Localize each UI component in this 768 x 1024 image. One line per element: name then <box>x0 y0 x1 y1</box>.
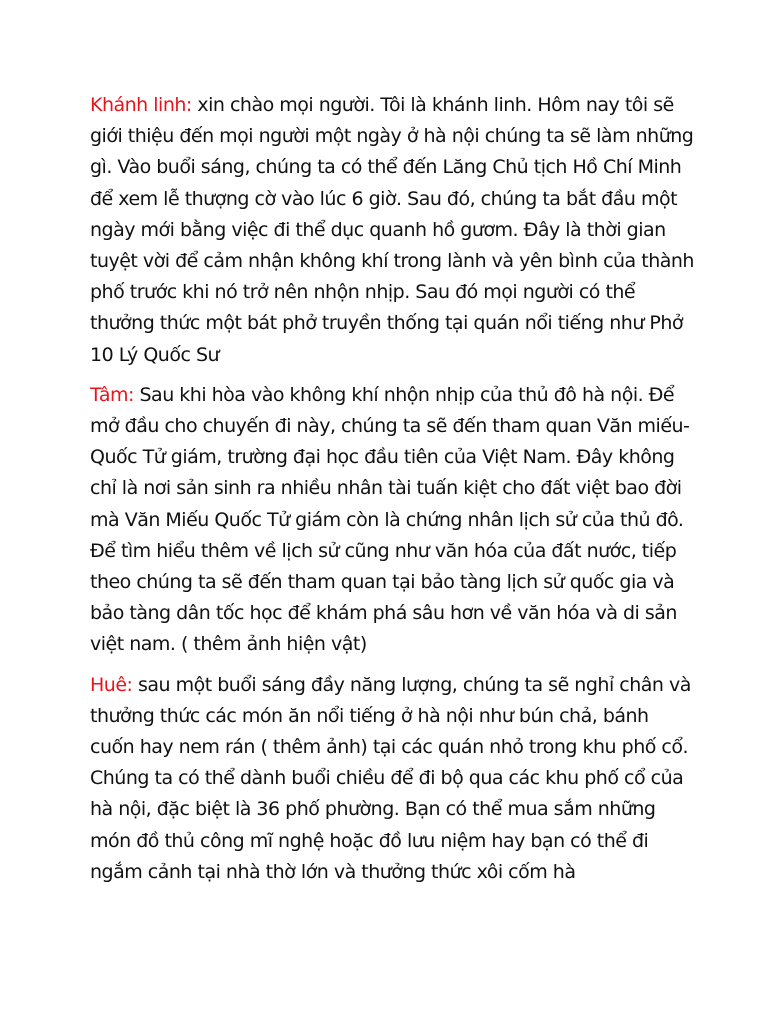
speaker-label-hue: Huê: <box>90 673 133 696</box>
document-page <box>90 90 696 888</box>
paragraph-hue <box>90 670 696 888</box>
paragraph-text-tam: Sau khi hòa vào không khí nhộn nhịp của thủ đô hà nội. Để mở đầu cho chuyến đi này, chúng ta sẽ đến tham quan Văn miếu- Quốc Tử giám, trường đại học đầu tiên của Việt Nam. Đây không chỉ là nơi sản sinh ra nhiều nhân tài tuấn kiệt cho đất việt bao đời mà Văn Miếu Quốc Tử giám còn là chứng nhân lịch sử của thủ đô. Để tìm hiểu thêm về lịch sử cũng như văn hóa của đất nước, tiếp theo chúng ta sẽ đến tham quan tại bảo tàng lịch sử quốc gia và bảo tàng dân tốc học để khám phá sâu hơn về văn hóa và di sản việt nam. ( thêm ảnh hiện vật) <box>90 383 690 656</box>
paragraph-text-khanh-linh: xin chào mọi người. Tôi là khánh linh. Hôm nay tôi sẽ giới thiệu đến mọi người một ngày ở hà nội chúng ta sẽ làm những gì. Vào buổi sáng, chúng ta có thể đến Lăng Chủ tịch Hồ Chí Minh để xem lễ thượng cờ vào lúc 6 giờ. Sau đó, chúng ta bắt đầu một ngày mới bằng việc đi thể dục quanh hồ gươm. Đây là thời gian tuyệt vời để cảm nhận không khí trong lành và yên bình của thành phố trước khi nó trở nên nhộn nhịp. Sau đó mọi người có thể thưởng thức một bát phở truyền thống tại quán nổi tiếng như Phở 10 Lý Quốc Sư <box>90 94 694 366</box>
speaker-label-khanh-linh: Khánh linh: <box>90 94 192 116</box>
speaker-label-tam: Tâm: <box>90 383 134 406</box>
paragraph-text-hue: sau một buổi sáng đầy năng lượng, chúng ta sẽ nghỉ chân và thưởng thức các món ăn nổi tiếng ở hà nội như bún chả, bánh cuốn hay nem rán ( thêm ảnh) tại các quán nhỏ trong khu phố cổ. Chúng ta có thể dành buổi chiều để đi bộ qua các khu phố cổ của hà nội, đặc biệt là 36 phố phường. Bạn có thể mua sắm những món đồ thủ công mĩ nghệ hoặc đồ lưu niệm hay bạn có thể đi ngắm cảnh tại nhà thờ lớn và thưởng thức xôi cốm hà <box>90 673 691 883</box>
paragraph-khanh-linh <box>90 90 696 371</box>
paragraph-tam <box>90 380 696 661</box>
